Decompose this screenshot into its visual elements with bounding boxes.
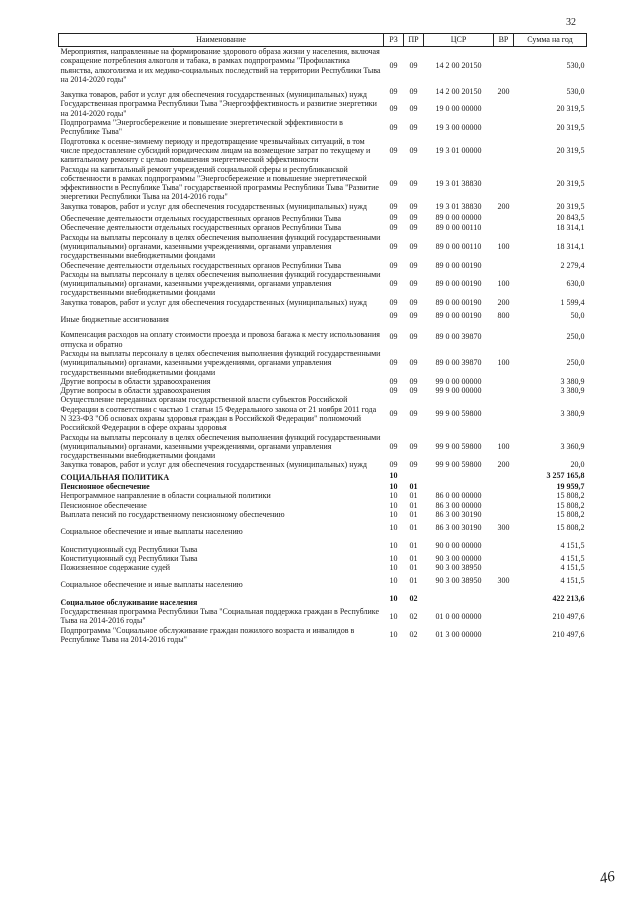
cell-vr: 200 — [497, 87, 510, 97]
cell-rz: 09 — [389, 260, 398, 270]
cell-rz: 10 — [389, 471, 398, 481]
table-row — [59, 501, 587, 510]
cell-rz: 09 — [389, 331, 398, 341]
table-row — [59, 607, 587, 626]
cell-csr: 86 3 00 00000 — [435, 500, 482, 510]
cell-vr: 100 — [497, 358, 510, 368]
cell-csr: 14 2 00 20150 — [435, 87, 482, 97]
table-row — [59, 47, 587, 85]
cell-rz: 09 — [389, 223, 398, 233]
cell-rz: 09 — [389, 358, 398, 368]
cell-csr: 01 3 00 00000 — [435, 630, 482, 640]
cell-pr: 09 — [409, 87, 418, 97]
cell-sum: 18 314,1 — [556, 223, 585, 233]
cell-sum: 19 959,7 — [556, 482, 585, 492]
cell-vr — [494, 491, 514, 500]
cell-rz: 10 — [389, 593, 398, 603]
cell-sum: 530,0 — [566, 87, 585, 97]
cell-rz: 09 — [389, 212, 398, 222]
cell-vr — [494, 590, 514, 607]
cell-csr: 89 0 00 00000 — [435, 212, 482, 222]
cell-csr: 89 0 00 00190 — [435, 279, 482, 289]
cell-csr: 86 3 00 30190 — [435, 523, 482, 533]
cell-rz: 09 — [389, 60, 398, 70]
cell-vr: 300 — [497, 576, 510, 586]
cell-name: СОЦИАЛЬНАЯ ПОЛИТИКА — [60, 472, 170, 482]
cell-vr — [494, 137, 514, 165]
cell-vr — [494, 261, 514, 270]
cell-csr: 90 3 00 38950 — [435, 563, 482, 573]
cell-name: Другие вопросы в области здравоохранения — [60, 376, 211, 386]
cell-pr: 02 — [409, 630, 418, 640]
cell-vr — [494, 324, 514, 349]
cell-name: Осуществление переданных органам государственной власти субъектов Российской Федерации в соответствии с частью 1 статьи 15 Федерального закона от 21 ноября 2011 года N 323-ФЗ "Об основах охраны здоровья граждан в Российской Федерации" полномочий Российской Федерации в сфере охраны здоровья — [60, 395, 377, 433]
cell-sum: 20 843,5 — [556, 212, 585, 222]
cell-sum: 3 380,9 — [560, 409, 585, 419]
cell-name: Конституционный суд Республики Тыва — [60, 553, 198, 563]
cell-csr: 89 0 00 39870 — [435, 358, 482, 368]
cell-pr: 01 — [409, 540, 418, 550]
cell-vr: 100 — [497, 241, 510, 251]
cell-pr: 09 — [409, 241, 418, 251]
cell-vr: 800 — [497, 311, 510, 321]
table-row — [59, 211, 587, 223]
table-row — [59, 324, 587, 349]
cell-vr — [494, 223, 514, 232]
table-row — [59, 433, 587, 461]
cell-name: Выплата пенсий по государственному пенсионному обеспечению — [60, 509, 285, 519]
cell-rz: 09 — [389, 460, 398, 470]
cell-csr: 89 0 00 00110 — [435, 241, 482, 251]
cell-vr — [494, 482, 514, 491]
cell-sum: 210 497,6 — [552, 630, 585, 640]
cell-sum: 530,0 — [566, 60, 585, 70]
cell-rz: 10 — [389, 509, 398, 519]
cell-vr — [494, 470, 514, 482]
cell-vr — [494, 501, 514, 510]
table-row — [59, 519, 587, 536]
cell-rz: 09 — [389, 87, 398, 97]
cell-pr: 09 — [409, 311, 418, 321]
cell-rz: 09 — [389, 145, 398, 155]
cell-rz: 10 — [389, 500, 398, 510]
cell-name: Пенсионное обеспечение — [60, 500, 147, 510]
cell-name: Другие вопросы в области здравоохранения — [60, 386, 211, 396]
table-row — [59, 482, 587, 491]
cell-pr: 09 — [409, 122, 418, 132]
table-row — [59, 460, 587, 469]
cell-pr: 09 — [409, 201, 418, 211]
table-row — [59, 470, 587, 482]
cell-name: Обеспечение деятельности отдельных государственных органов Республики Тыва — [60, 260, 342, 270]
cell-csr: 99 0 00 00000 — [435, 376, 482, 386]
cell-pr: 09 — [409, 178, 418, 188]
cell-sum: 20 319,5 — [556, 104, 585, 114]
cell-name: Непрограммное направление в области социальной политики — [60, 491, 271, 501]
cell-name: Социальное обеспечение и иные выплаты населению — [60, 527, 243, 537]
cell-sum: 250,0 — [566, 331, 585, 341]
table-row — [59, 165, 587, 202]
cell-name: Расходы на выплаты персоналу в целях обеспечения выполнения функций государственными (муниципальными) органами, казенными учреждениями, органами управления государственными внебюджетными фондами — [60, 348, 381, 377]
table-row — [59, 626, 587, 645]
cell-rz: 10 — [389, 523, 398, 533]
cell-rz: 10 — [389, 491, 398, 501]
cell-sum: 18 314,1 — [556, 241, 585, 251]
table-row — [59, 202, 587, 211]
table-row — [59, 261, 587, 270]
cell-csr — [424, 470, 494, 482]
cell-pr: 01 — [409, 500, 418, 510]
cell-pr: 09 — [409, 145, 418, 155]
cell-sum: 630,0 — [566, 279, 585, 289]
cell-csr: 99 9 00 59800 — [435, 409, 482, 419]
cell-sum: 4 151,5 — [560, 553, 585, 563]
cell-name: Социальное обеспечение и иные выплаты населению — [60, 580, 243, 590]
header-name: Наименование — [59, 34, 384, 47]
cell-sum: 2 279,4 — [560, 260, 585, 270]
cell-sum: 1 599,4 — [560, 297, 585, 307]
cell-csr: 89 0 00 39870 — [435, 331, 482, 341]
cell-vr — [494, 510, 514, 519]
cell-vr — [494, 165, 514, 202]
cell-name: Закупка товаров, работ и услуг для обеспечения государственных (муниципальных) нужд — [60, 90, 367, 100]
cell-rz: 10 — [389, 540, 398, 550]
cell-pr: 02 — [409, 611, 418, 621]
cell-vr — [494, 563, 514, 572]
header-pr: ПР — [404, 34, 424, 47]
table-row — [59, 84, 587, 99]
cell-csr: 86 3 00 30190 — [435, 509, 482, 519]
cell-name: Расходы на выплаты персоналу в целях обеспечения выполнения функций государственными (муниципальными) органами, казенными учреждениями, органами управления государственными внебюджетными фондами — [60, 269, 381, 298]
table-row — [59, 377, 587, 386]
cell-rz: 10 — [389, 563, 398, 573]
cell-rz: 10 — [389, 611, 398, 621]
cell-rz: 09 — [389, 122, 398, 132]
cell-name: Закупка товаров, работ и услуг для обеспечения государственных (муниципальных) нужд — [60, 297, 367, 307]
cell-rz: 10 — [389, 630, 398, 640]
cell-vr: 200 — [497, 201, 510, 211]
cell-sum: 422 213,6 — [552, 593, 585, 603]
cell-rz: 09 — [389, 201, 398, 211]
cell-name: Пожизненное содержание судей — [60, 563, 171, 573]
cell-name: Подпрограмма "Социальное обслуживание граждан пожилого возраста и инвалидов в Республике Тыва на 2014-2016 годы" — [60, 625, 355, 644]
cell-rz: 09 — [389, 178, 398, 188]
cell-name: Социальное обслуживание населения — [60, 597, 198, 607]
table-row — [59, 510, 587, 519]
table-row — [59, 386, 587, 395]
table-body — [59, 47, 587, 645]
cell-pr: 09 — [409, 409, 418, 419]
cell-csr: 19 3 00 00000 — [435, 122, 482, 132]
cell-pr: 01 — [409, 482, 418, 492]
cell-sum: 4 151,5 — [560, 540, 585, 550]
cell-csr: 86 0 00 00000 — [435, 491, 482, 501]
cell-pr: 09 — [409, 223, 418, 233]
cell-csr: 89 0 00 00190 — [435, 260, 482, 270]
cell-sum: 4 151,5 — [560, 563, 585, 573]
cell-csr: 19 3 01 38830 — [435, 201, 482, 211]
cell-rz: 10 — [389, 482, 398, 492]
cell-sum: 250,0 — [566, 358, 585, 368]
cell-sum: 50,0 — [570, 311, 585, 321]
cell-name: Обеспечение деятельности отдельных государственных органов Республики Тыва — [60, 223, 342, 233]
cell-pr: 09 — [409, 376, 418, 386]
cell-pr: 01 — [409, 491, 418, 501]
cell-rz: 09 — [389, 409, 398, 419]
table-row — [59, 590, 587, 607]
cell-name: Расходы на капитальный ремонт учреждений социальной сферы и республиканской собственности в рамках подпрограммы "Энергосбережение и повышение энергетической эффективности в Республике Тыва" государственной программы Республики Тыва "Развитие энергетики Республики Тыва на 2014-2016 годы" — [60, 164, 379, 202]
cell-csr: 89 0 00 00190 — [435, 311, 482, 321]
cell-csr: 19 0 00 00000 — [435, 104, 482, 114]
cell-sum: 20 319,5 — [556, 201, 585, 211]
cell-sum: 15 808,2 — [556, 509, 585, 519]
cell-sum: 210 497,6 — [552, 611, 585, 621]
cell-rz: 10 — [389, 576, 398, 586]
cell-vr — [494, 395, 514, 432]
cell-name: Конституционный суд Республики Тыва — [60, 544, 198, 554]
cell-pr: 09 — [409, 297, 418, 307]
cell-name: Государственная программа Республики Тыва "Социальная поддержка граждан в Республике Тыва на 2014-2016 годы" — [60, 607, 380, 626]
cell-rz: 09 — [389, 386, 398, 396]
cell-name: Обеспечение деятельности отдельных государственных органов Республики Тыва — [60, 214, 342, 224]
cell-csr — [424, 482, 494, 491]
cell-sum: 3 257 165,8 — [546, 471, 585, 481]
cell-pr: 09 — [409, 331, 418, 341]
cell-csr: 19 3 01 38830 — [435, 178, 482, 188]
cell-sum: 3 380,9 — [560, 376, 585, 386]
table-row — [59, 233, 587, 261]
table-row — [59, 349, 587, 377]
cell-sum: 3 380,9 — [560, 386, 585, 396]
cell-name: Подготовка к осенне-зимнему периоду и предотвращение чрезвычайных ситуаций, в том числе предоставление субсидий юридическим лицам на возмещение затрат по текущему и капитальному ремонту с целью повышения энергетической эффективности — [60, 136, 371, 165]
table-header-row — [59, 34, 587, 47]
cell-csr: 99 9 00 59800 — [435, 460, 482, 470]
cell-name: Пенсионное обеспечение — [60, 482, 150, 492]
cell-sum: 20,0 — [570, 460, 585, 470]
cell-pr: 09 — [409, 386, 418, 396]
table-row — [59, 491, 587, 500]
cell-csr: 01 0 00 00000 — [435, 611, 482, 621]
cell-csr: 90 0 00 00000 — [435, 540, 482, 550]
cell-pr: 09 — [409, 460, 418, 470]
cell-sum: 15 808,2 — [556, 491, 585, 501]
cell-rz: 09 — [389, 241, 398, 251]
cell-name: Компенсация расходов на оплату стоимости проезда и провоза багажа к месту использования отпуска и обратно — [60, 330, 380, 349]
cell-sum: 3 360,9 — [560, 441, 585, 451]
cell-vr: 200 — [497, 297, 510, 307]
cell-rz: 09 — [389, 376, 398, 386]
cell-vr — [494, 626, 514, 645]
page-number: 32 — [566, 17, 576, 28]
cell-pr: 01 — [409, 576, 418, 586]
cell-csr: 90 3 00 00000 — [435, 553, 482, 563]
cell-pr: 02 — [409, 593, 418, 603]
cell-vr: 100 — [497, 441, 510, 451]
table-row — [59, 99, 587, 118]
table-row — [59, 537, 587, 554]
table-row — [59, 223, 587, 232]
cell-sum: 15 808,2 — [556, 500, 585, 510]
header-sum: Сумма на год — [514, 34, 587, 47]
header-vr: ВР — [494, 34, 514, 47]
cell-vr — [494, 211, 514, 223]
cell-sum: 20 319,5 — [556, 178, 585, 188]
header-rz: РЗ — [384, 34, 404, 47]
cell-vr — [494, 377, 514, 386]
cell-name: Закупка товаров, работ и услуг для обеспечения государственных (муниципальных) нужд — [60, 460, 367, 470]
cell-pr: 09 — [409, 279, 418, 289]
header-csr: ЦСР — [424, 34, 494, 47]
cell-pr: 09 — [409, 260, 418, 270]
cell-csr: 90 3 00 38950 — [435, 576, 482, 586]
cell-vr — [494, 537, 514, 554]
table-row — [59, 395, 587, 432]
cell-sum: 4 151,5 — [560, 576, 585, 586]
cell-name: Подпрограмма "Энергосбережение и повышение энергетической эффективности в Республике Тыва" — [60, 118, 343, 137]
cell-vr: 200 — [497, 460, 510, 470]
cell-rz: 09 — [389, 297, 398, 307]
table-row — [59, 563, 587, 572]
cell-rz: 09 — [389, 279, 398, 289]
cell-pr: 01 — [409, 523, 418, 533]
cell-rz: 09 — [389, 441, 398, 451]
cell-vr — [494, 554, 514, 563]
cell-rz: 09 — [389, 104, 398, 114]
cell-vr: 100 — [497, 279, 510, 289]
table-row — [59, 554, 587, 563]
cell-csr: 99 9 00 59800 — [435, 441, 482, 451]
cell-pr: 09 — [409, 212, 418, 222]
cell-vr: 300 — [497, 523, 510, 533]
cell-pr: 09 — [409, 358, 418, 368]
cell-name: Мероприятия, направленные на формирование здорового образа жизни у населения, включая сокращение потребления алкоголя и табака, в рамках подпрограммы "Профилактика пьянства, алкоголизма и их медико-социальных последствий на территории Республики Тыва на 2014-2020 годы" — [60, 47, 381, 84]
cell-name: Государственная программа Республики Тыва "Энергоэффективность и развитие энергетики на 2014-2020 годы" — [60, 99, 377, 118]
table-row — [59, 118, 587, 137]
cell-vr — [494, 99, 514, 118]
cell-rz: 09 — [389, 311, 398, 321]
cell-name: Расходы на выплаты персоналу в целях обеспечения выполнения функций государственными (муниципальными) органами, казенными учреждениями, органами управления государственными внебюджетными фондами — [60, 232, 381, 261]
cell-pr: 09 — [409, 441, 418, 451]
cell-sum: 15 808,2 — [556, 523, 585, 533]
cell-sum: 20 319,5 — [556, 145, 585, 155]
cell-pr: 09 — [409, 60, 418, 70]
cell-vr — [494, 607, 514, 626]
cell-pr — [404, 470, 424, 482]
cell-vr — [494, 47, 514, 85]
cell-pr: 01 — [409, 553, 418, 563]
page-mark: 46 — [598, 868, 617, 888]
cell-vr — [494, 118, 514, 137]
table-row — [59, 270, 587, 298]
cell-rz: 10 — [389, 553, 398, 563]
cell-pr: 09 — [409, 104, 418, 114]
table-row — [59, 298, 587, 307]
cell-vr — [494, 386, 514, 395]
cell-pr: 01 — [409, 563, 418, 573]
cell-csr — [424, 590, 494, 607]
cell-csr: 19 3 01 00000 — [435, 145, 482, 155]
budget-table — [58, 33, 587, 644]
cell-csr: 99 9 00 00000 — [435, 386, 482, 396]
cell-sum: 20 319,5 — [556, 122, 585, 132]
cell-name: Закупка товаров, работ и услуг для обеспечения государственных (муниципальных) нужд — [60, 201, 367, 211]
table-row — [59, 137, 587, 165]
cell-name: Расходы на выплаты персоналу в целях обеспечения выполнения функций государственными (муниципальными) органами, казенными учреждениями, органами управления государственными внебюджетными фондами — [60, 432, 381, 461]
table-row — [59, 572, 587, 589]
table-row — [59, 307, 587, 324]
cell-pr: 01 — [409, 509, 418, 519]
cell-name: Иные бюджетные ассигнования — [60, 315, 169, 325]
cell-csr: 89 0 00 00110 — [435, 223, 482, 233]
cell-csr: 89 0 00 00190 — [435, 297, 482, 307]
cell-csr: 14 2 00 20150 — [435, 60, 482, 70]
